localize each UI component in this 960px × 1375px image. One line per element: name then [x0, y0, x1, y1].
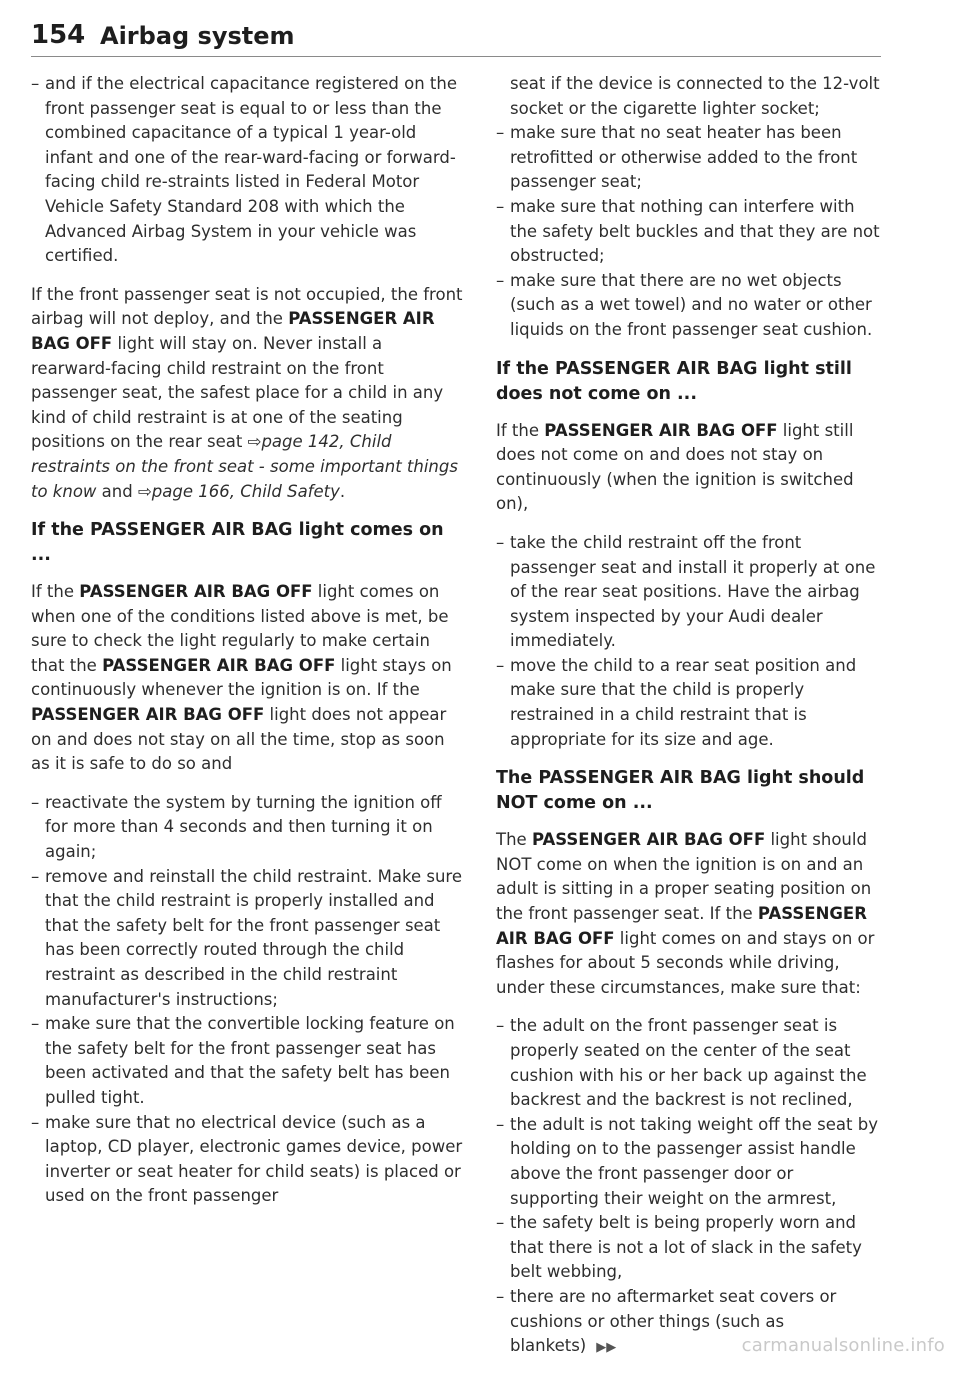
arrow-right-icon: ⇨: [137, 481, 152, 501]
list-item: – make sure that nothing can interfere with the safety belt buckles and that they are not obstructed;: [496, 195, 884, 269]
list-item: – there are no aftermarket seat covers or cushions or other things (such as blankets) ▶▶: [496, 1285, 884, 1361]
arrow-right-icon: ⇨: [247, 432, 262, 452]
list-item: – make sure that no electrical device (such as a laptop, CD player, electronic games device, power inverter or seat heater for child seats) is placed or used on the front passenger: [31, 1111, 465, 1209]
heading-light-still-not-on: If the PASSENGER AIR BAG light still does not come on ...: [496, 358, 852, 404]
left-column: [31, 72, 465, 1223]
paragraph-light-should-not-come-on: The PASSENGER AIR BAG OFF light should NOT come on when the ignition is on and an adult is sitting in a proper seating position on the front passenger seat. If the PASSENGER AIR BAG OFF light comes on and stays on or flashes for about 5 seconds while driving, under these circumstances, make sure that:: [496, 830, 875, 997]
action-list: [496, 531, 884, 752]
action-list: [31, 791, 465, 1209]
cross-reference-link[interactable]: page 142, Child restraints on the front seat - some important things to know: [31, 432, 458, 501]
heading-light-should-not-come-on: The PASSENGER AIR BAG light should NOT come on ...: [496, 768, 865, 814]
check-list: [496, 1014, 884, 1360]
continued-list: [31, 72, 465, 269]
cross-reference-link[interactable]: page 166, Child Safety: [151, 481, 340, 501]
right-column: [496, 72, 884, 1375]
list-item: – remove and reinstall the child restraint. Make sure that the child restraint is properly installed and that the safety belt for the front passenger seat has been correctly routed through the child restraint as described in the child restraint manufacturer's instructions;: [31, 865, 465, 1013]
list-item: – reactivate the system by turning the ignition off for more than 4 seconds and then turning it on again;: [31, 791, 465, 865]
heading-light-comes-on: If the PASSENGER AIR BAG light comes on ...: [31, 520, 444, 566]
paragraph-unoccupied-seat: If the front passenger seat is not occupied, the front airbag will not deploy, and the PASSENGER AIR BAG OFF light will stay on. Never install a rearward-facing child restraint on the front passenger seat, the safest place for a child in any kind of child restraint is at one of the seating positions on the rear seat ⇨page 142, Child restraints on the front seat - some important things to know and ⇨page 166, Child Safety.: [31, 284, 463, 501]
paragraph-light-comes-on: If the PASSENGER AIR BAG OFF light comes on when one of the conditions listed above is met, be sure to check the light regularly to make certain that the PASSENGER AIR BAG OFF light stays on continuously whenever the ignition is on. If the PASSENGER AIR BAG OFF light does not appear on and does not stay on all the time, stop as soon as it is safe to do so and: [31, 582, 452, 774]
list-item: – move the child to a rear seat position and make sure that the child is properly restrained in a child restraint that is appropriate for its size and age.: [496, 654, 884, 752]
check-list: [496, 121, 884, 342]
list-item: – take the child restraint off the front passenger seat and install it properly at one of the rear seat positions. Have the airbag system inspected by your Audi dealer immediately.: [496, 531, 884, 654]
list-item: – and if the electrical capacitance registered on the front passenger seat is equal to or less than the combined capacitance of a typical 1 year-old infant and one of the rear-ward-facing or forward-facing child re-straints listed in Federal Motor Vehicle Safety Standard 208 with which the Advanced Airbag System in your vehicle was certified.: [31, 72, 465, 269]
list-item: – the adult on the front passenger seat is properly seated on the center of the seat cushion with his or her back up against the backrest and the backrest is not reclined,: [496, 1014, 884, 1112]
list-item: – make sure that the convertible locking feature on the safety belt for the front passenger seat has been activated and that the safety belt has been pulled tight.: [31, 1012, 465, 1110]
list-item: – the safety belt is being properly worn and that there is not a lot of slack in the safety belt webbing,: [496, 1211, 884, 1285]
list-item: seat if the device is connected to the 12-volt socket or the cigarette lighter socket;: [510, 74, 880, 118]
list-item: – make sure that there are no wet objects (such as a wet towel) and no water or other liquids on the front passenger seat cushion.: [496, 269, 884, 343]
page-header: [31, 20, 881, 57]
watermark-logo: carmanualsonline.info: [741, 1335, 945, 1356]
paragraph-light-still-not-on: If the PASSENGER AIR BAG OFF light still does not come on and does not stay on continuously (when the ignition is switched on),: [496, 420, 854, 514]
list-item: – the adult is not taking weight off the seat by holding on to the passenger assist handle above the front passenger door or supporting their weight on the armrest,: [496, 1113, 884, 1211]
page-number: 154: [31, 20, 86, 50]
continued-list: [496, 72, 884, 121]
continue-arrow-icon: ▶▶: [596, 1340, 617, 1356]
section-title: Airbag system: [100, 22, 295, 50]
list-item: – make sure that no seat heater has been retrofitted or otherwise added to the front passenger seat;: [496, 121, 884, 195]
